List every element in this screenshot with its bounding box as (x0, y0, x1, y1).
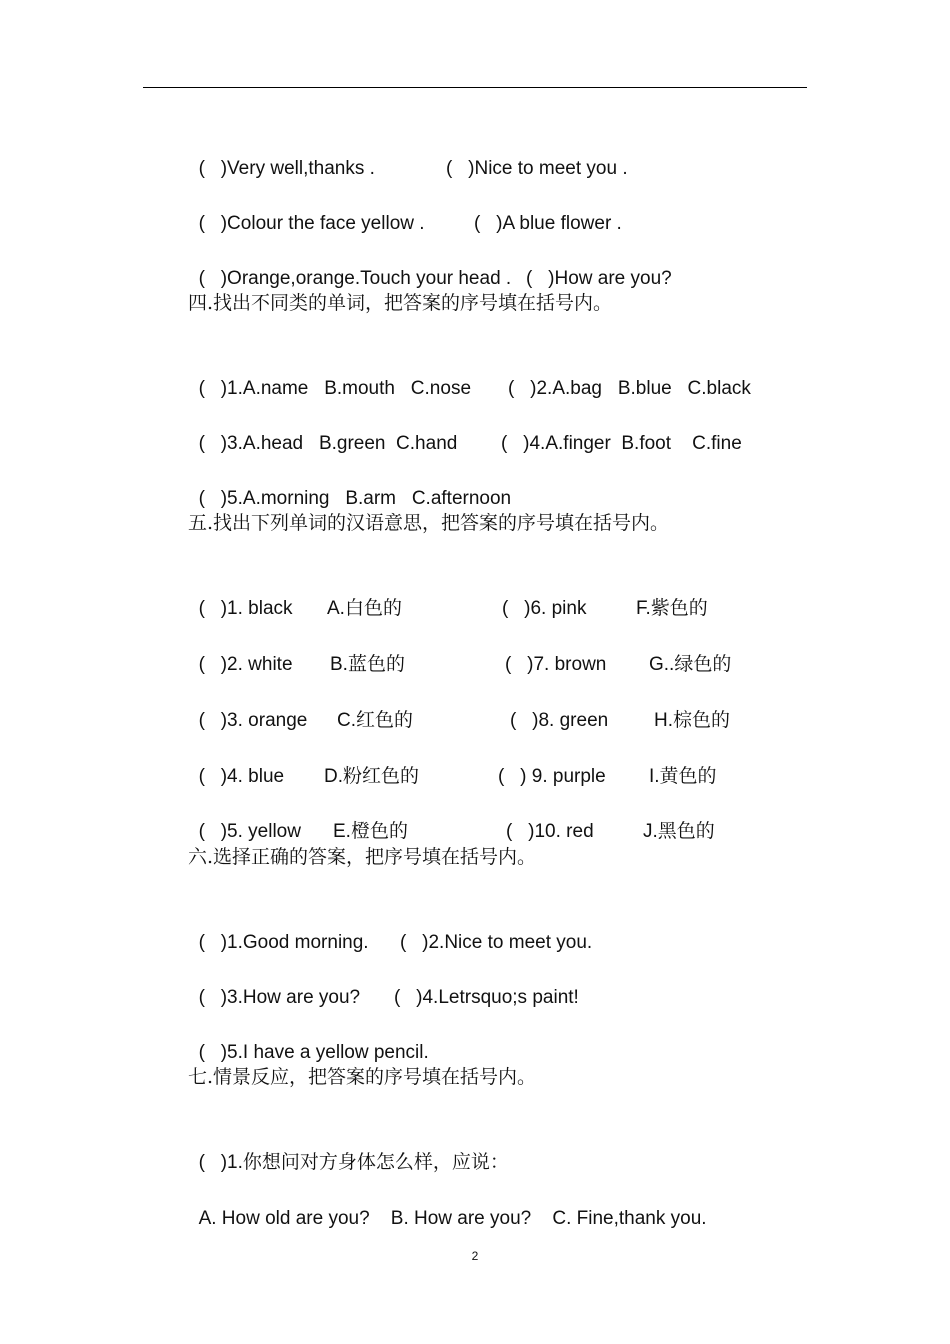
exercise-line-7 (188, 454, 512, 509)
match-row-1 (188, 564, 708, 619)
match-row-5 (188, 787, 715, 842)
situation-question-1 (188, 1118, 509, 1173)
choice-1: ( )1.Good morning. (198, 932, 369, 953)
meaning-a: A.白色的 (327, 598, 402, 619)
item-blue-flower: ( )A blue flower . (474, 213, 622, 234)
choice-2: ( )2.Nice to meet you. (400, 932, 593, 953)
question-2: ( )2.A.bag B.blue C.black (508, 378, 751, 399)
question-3: ( )3.A.head B.green C.hand (198, 433, 458, 454)
exercise-line-15 (188, 898, 593, 953)
choice-5: ( )5.I have a yellow pencil. (198, 1042, 429, 1063)
word-red: ( )10. red (506, 821, 594, 842)
exercise-line-16 (188, 953, 579, 1008)
item-very-well: ( )Very well,thanks . (198, 158, 375, 179)
item-nice-to-meet: ( )Nice to meet you . (446, 158, 628, 179)
exercise-line-3 (188, 234, 672, 289)
section-heading-5: 五.找出下列单词的汉语意思，把答案的序号填在括号内。 (188, 512, 670, 534)
meaning-f: F.紫色的 (636, 598, 708, 619)
meaning-d: D.粉红色的 (324, 766, 420, 787)
meaning-j: J.黑色的 (643, 821, 715, 842)
meaning-g: G..绿色的 (649, 654, 732, 675)
word-yellow: ( )5. yellow (198, 821, 301, 842)
match-row-4 (188, 732, 717, 787)
item-orange-touch: ( )Orange,orange.Touch your head . (198, 268, 512, 289)
match-row-3 (188, 676, 731, 731)
word-blue: ( )4. blue (198, 766, 285, 787)
exercise-line-1 (188, 124, 628, 179)
situation-options (188, 1174, 707, 1229)
choice-4: ( )4.Letrsquo;s paint! (394, 987, 579, 1008)
word-green: ( )8. green (510, 710, 609, 731)
answer-options: A. How old are you? B. How are you? C. Fine,thank you. (198, 1208, 707, 1229)
word-purple: ( ) 9. purple (498, 766, 606, 787)
exercise-line-5 (188, 344, 751, 399)
meaning-i: I.黄色的 (649, 766, 717, 787)
question-5: ( )5.A.morning B.arm C.afternoon (198, 488, 512, 509)
item-how-are-you: ( )How are you? (526, 268, 672, 289)
match-row-2 (188, 620, 732, 675)
header-rule (143, 87, 807, 88)
item-colour-face: ( )Colour the face yellow . (198, 213, 425, 234)
section-heading-6: 六.选择正确的答案，把序号填在括号内。 (188, 846, 537, 868)
meaning-h: H.棕色的 (654, 710, 731, 731)
meaning-b: B.蓝色的 (330, 654, 405, 675)
exercise-line-17 (188, 1008, 429, 1063)
choice-3: ( )3.How are you? (198, 987, 361, 1008)
exercise-line-2 (188, 179, 622, 234)
word-black: ( )1. black (198, 598, 293, 619)
question-4: ( )4.A.finger B.foot C.fine (501, 433, 742, 454)
section-heading-7: 七.情景反应，把答案的序号填在括号内。 (188, 1066, 537, 1088)
word-orange: ( )3. orange (198, 710, 308, 731)
exercise-line-6 (188, 399, 742, 454)
word-pink: ( )6. pink (502, 598, 587, 619)
section-heading-4: 四.找出不同类的单词，把答案的序号填在括号内。 (188, 292, 613, 314)
meaning-e: E.橙色的 (333, 821, 408, 842)
word-brown: ( )7. brown (505, 654, 607, 675)
page-number: 2 (471, 1249, 479, 1263)
meaning-c: C.红色的 (337, 710, 414, 731)
situation-prompt: ( )1.你想问对方身体怎么样，应说： (198, 1152, 509, 1173)
question-1: ( )1.A.name B.mouth C.nose (198, 378, 472, 399)
word-white: ( )2. white (198, 654, 293, 675)
